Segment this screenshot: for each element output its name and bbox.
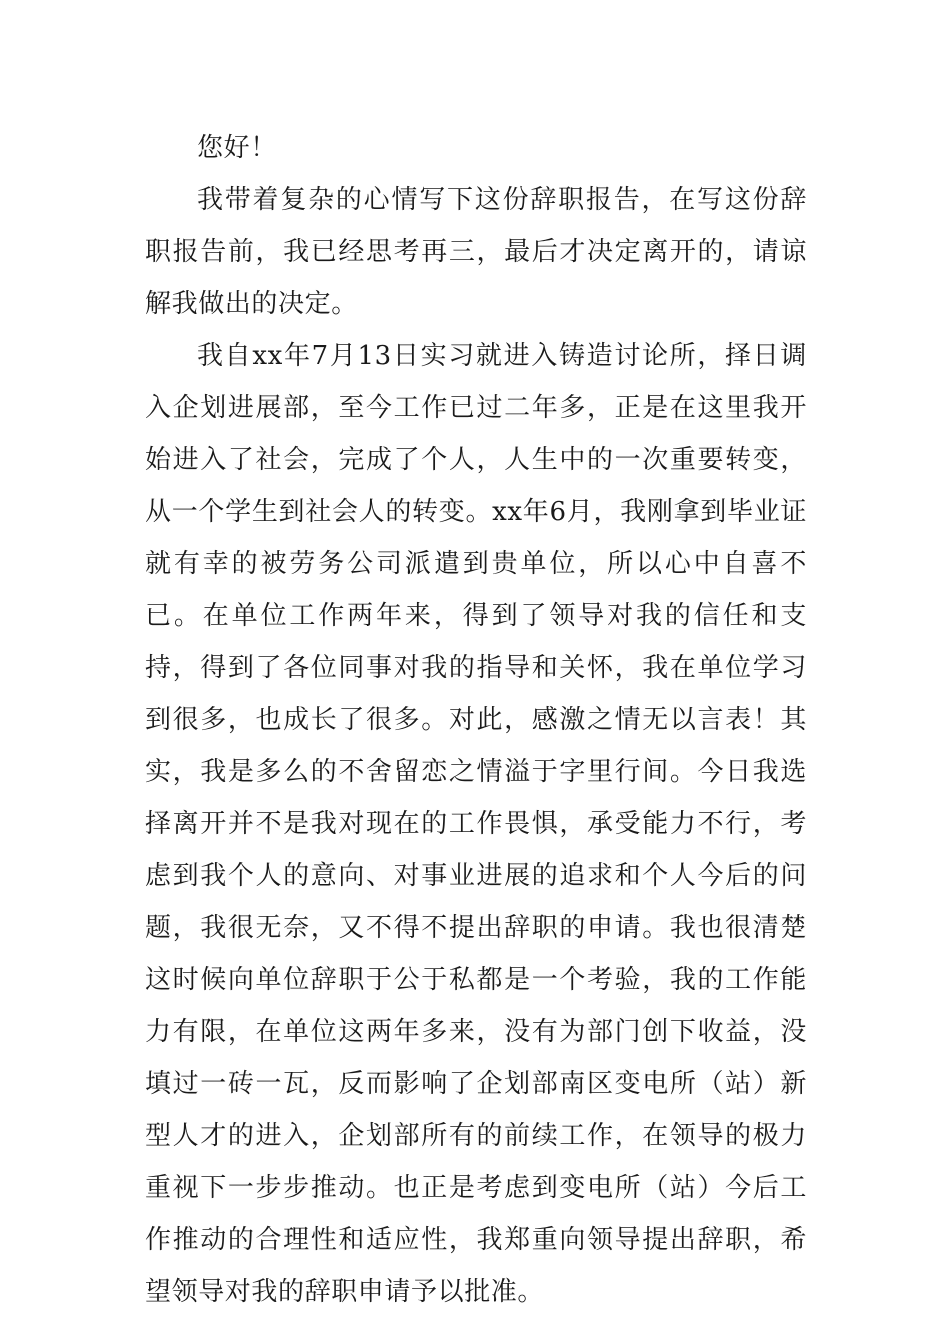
letter-body [145,122,807,1318]
paragraph-intro: 我带着复杂的心情写下这份辞职报告，在写这份辞职报告前，我已经思考再三，最后才决定离开的，请谅解我做出的决定。 [145,185,807,319]
greeting-line: 您好！ [197,133,277,163]
paragraph-main: 我自xx年7月13日实习就进入铸造讨论所，择日调入企划进展部，至今工作已过二年多，正是在这里我开始进入了社会，完成了个人，人生中的一次重要转变，从一个学生到社会人的转变。xx年6月，我刚拿到毕业证就有幸的被劳务公司派遣到贵单位，所以心中自喜不已。在单位工作两年来，得到了领导对我的信任和支持，得到了各位同事对我的指导和关怀，我在单位学习到很多，也成长了很多。对此，感激之情无以言表！其实，我是多么的不舍留恋之情溢于字里行间。今日我选择离开并不是我对现在的工作畏惧，承受能力不行，考虑到我个人的意向、对事业进展的追求和个人今后的问题，我很无奈，又不得不提出辞职的申请。我也很清楚这时候向单位辞职于公于私都是一个考验，我的工作能力有限，在单位这两年多来，没有为部门创下收益，没填过一砖一瓦，反而影响了企划部南区变电所（站）新型人才的进入，企划部所有的前续工作，在领导的极力重视下一步步推动。也正是考虑到变电所（站）今后工作推动的合理性和适应性，我郑重向领导提出辞职，希望领导对我的辞职申请予以批准。 [145,341,807,1307]
